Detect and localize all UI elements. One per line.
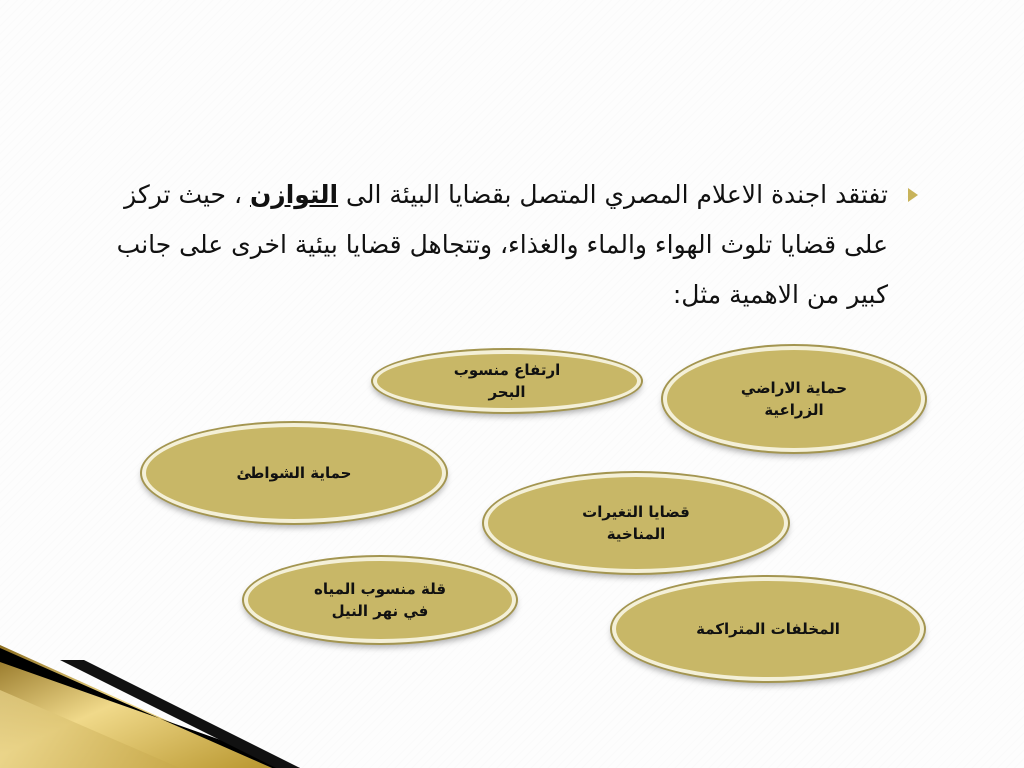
topic-label: المخلفات المتراكمة xyxy=(696,620,840,638)
topic-oval-sea-level xyxy=(373,350,641,412)
paragraph-emphasis: التوازن xyxy=(249,180,339,209)
topic-oval-beaches xyxy=(142,423,446,523)
topic-label: حماية الاراضي الزراعية xyxy=(740,379,848,419)
paragraph-text-end: ، حيث تركز على قضايا تلوث الهواء والماء والغذاء، وتتجاهل قضايا بيئية اخرى على جانب كبير من الاهمية مثل: xyxy=(116,180,888,309)
bullet-arrow-icon xyxy=(908,188,918,202)
bullet-paragraph xyxy=(108,170,888,320)
paragraph-text-start: تفتقد اجندة الاعلام المصري المتصل بقضايا البيئة الى xyxy=(338,180,888,209)
topic-label: قضايا التغيرات المناخية xyxy=(582,503,690,543)
topic-oval-nile-water xyxy=(244,557,516,643)
topic-label: ارتفاع منسوب البحر xyxy=(453,361,561,401)
topic-oval-climate-change xyxy=(484,473,788,573)
topic-oval-waste xyxy=(612,577,924,681)
topic-oval-agricultural-land xyxy=(663,346,925,452)
topic-label: حماية الشواطئ xyxy=(236,464,352,482)
topic-label: قلة منسوب المياه في نهر النيل xyxy=(313,580,447,620)
